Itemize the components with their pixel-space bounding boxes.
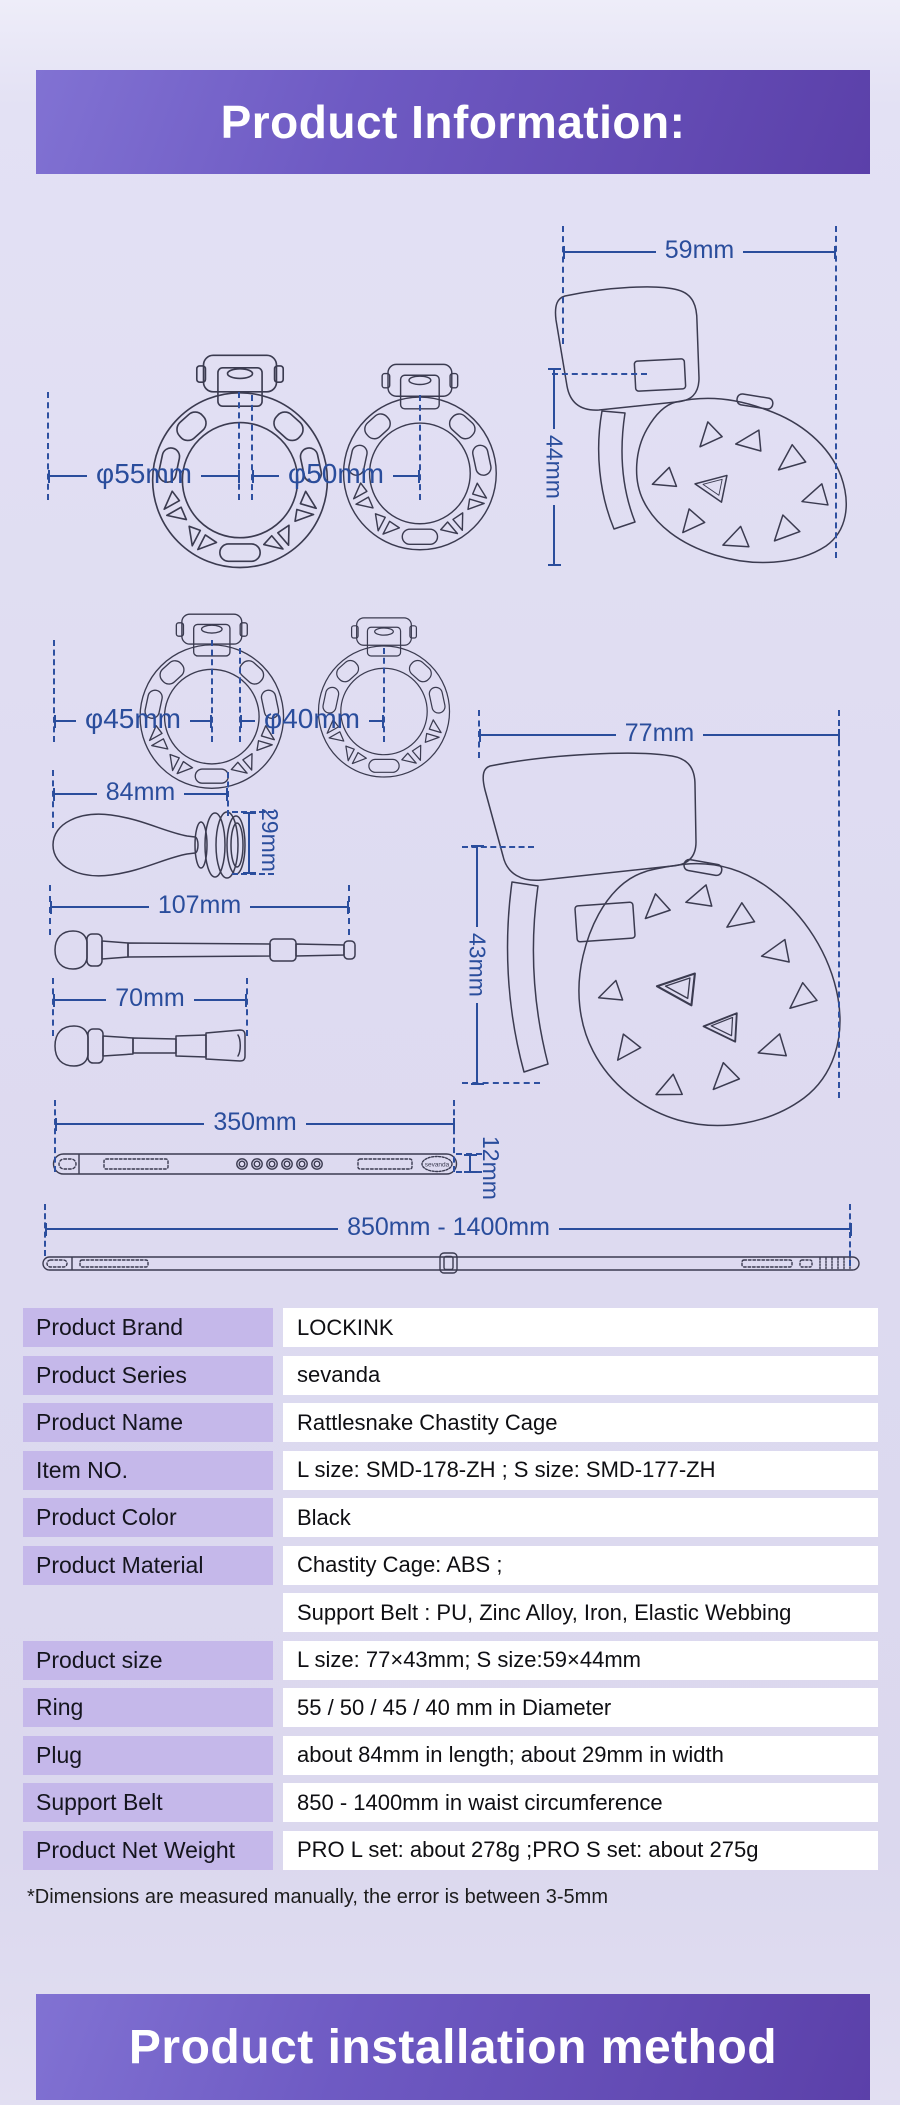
table-row (23, 1308, 878, 1347)
dimension-label: 107mm (157, 890, 242, 919)
dimension-label: 29mm (257, 808, 283, 872)
dimension-label: 59mm (664, 235, 735, 264)
dimension-label: 70mm (115, 983, 185, 1012)
header-banner (36, 70, 870, 174)
row-label: Product Brand (23, 1308, 273, 1347)
row-value: 55 / 50 / 45 / 40 mm in Diameter (283, 1688, 878, 1727)
row-value: about 84mm in length; about 29mm in width (283, 1736, 878, 1775)
dimension-belt-350mm (55, 1109, 455, 1139)
dimension-cage-small-height (537, 368, 571, 566)
belt-brand-text: sevanda (424, 1161, 450, 1169)
ring-50mm-drawing (252, 262, 420, 460)
table-row (23, 1831, 878, 1870)
table-row (23, 1498, 878, 1537)
row-value: LOCKINK (283, 1308, 878, 1347)
table-row (23, 1736, 878, 1775)
dimension-cage-large-height (460, 845, 494, 1085)
dimension-rod-70mm (53, 985, 247, 1015)
row-value: 850 - 1400mm in waist circumference (283, 1783, 878, 1822)
row-value: Black (283, 1498, 878, 1537)
dimension-label: φ55mm (96, 458, 192, 489)
row-label: Product Name (23, 1403, 273, 1442)
table-row (23, 1403, 878, 1442)
dimension-belt-width-bracket (462, 1154, 478, 1173)
row-value: PRO L set: about 278g ;PRO S set: about 275g (283, 1831, 878, 1870)
row-value: Rattlesnake Chastity Cage (283, 1403, 878, 1442)
table-row (23, 1783, 878, 1822)
page-title: Product Information: (220, 96, 686, 148)
row-label: Support Belt (23, 1783, 273, 1822)
plug-drawing (48, 806, 253, 884)
dimension-ring-45mm (54, 703, 212, 736)
extension-line (835, 226, 837, 558)
dimension-ring-50mm (252, 458, 420, 491)
row-value: L size: SMD-178-ZH ; S size: SMD-177-ZH (283, 1451, 878, 1490)
row-label: Item NO. (23, 1451, 273, 1490)
dimension-rod-107mm (50, 892, 349, 922)
ring-55mm-drawing (48, 238, 240, 465)
ring-40mm-drawing (240, 530, 384, 700)
row-label: Product Color (23, 1498, 273, 1537)
table-row (23, 1593, 878, 1632)
section-title: Product installation method (128, 2020, 778, 2074)
rod-70mm-drawing (48, 1020, 253, 1072)
table-row (23, 1356, 878, 1395)
table-row (23, 1641, 878, 1680)
dimension-plug-width-bracket (241, 812, 257, 874)
cage-small-drawing (545, 282, 850, 567)
ring-45mm-drawing (54, 518, 212, 704)
dimension-plug-length (53, 779, 228, 809)
footer-banner (36, 1994, 870, 2100)
row-label: Ring (23, 1688, 273, 1727)
dimension-label: 12mm (478, 1136, 504, 1200)
spec-table (23, 1308, 878, 1878)
dimension-label: 350mm (213, 1107, 297, 1136)
measurement-disclaimer: *Dimensions are measured manually, the error is between 3-5mm (27, 1886, 608, 1908)
dimension-label: 84mm (105, 777, 176, 806)
dimension-label: φ50mm (288, 458, 384, 489)
row-label: Product size (23, 1641, 273, 1680)
dimension-label: 44mm (541, 435, 568, 499)
table-row (23, 1688, 878, 1727)
belt-350mm-drawing (52, 1152, 458, 1176)
dimension-label: 77mm (624, 718, 695, 747)
rod-107mm-drawing (48, 926, 358, 974)
row-label: Product Net Weight (23, 1831, 273, 1870)
row-label: Product Series (23, 1356, 273, 1395)
dimension-label: 43mm (464, 933, 491, 997)
row-label: Plug (23, 1736, 273, 1775)
row-value: Support Belt : PU, Zinc Alloy, Iron, Elastic Webbing (283, 1593, 878, 1632)
extension-line (838, 710, 840, 1098)
dimension-label: φ45mm (85, 703, 181, 734)
row-value: L size: 77×43mm; S size:59×44mm (283, 1641, 878, 1680)
cage-large-drawing (478, 748, 843, 1138)
dimension-belt-850mm (45, 1214, 852, 1244)
table-row (23, 1546, 878, 1585)
row-label: Product Material (23, 1546, 273, 1585)
table-row (23, 1451, 878, 1490)
belt-850mm-drawing (42, 1252, 860, 1274)
dimension-ring-40mm (240, 703, 384, 736)
dimension-ring-55mm (48, 458, 240, 491)
dimension-label: φ40mm (264, 703, 360, 734)
dimension-label: 850mm - 1400mm (347, 1212, 550, 1241)
dimension-cage-small-width (563, 237, 836, 267)
dimension-cage-large-width (479, 720, 840, 750)
row-label (23, 1593, 273, 1632)
row-value: sevanda (283, 1356, 878, 1395)
row-value: Chastity Cage: ABS ; (283, 1546, 878, 1585)
